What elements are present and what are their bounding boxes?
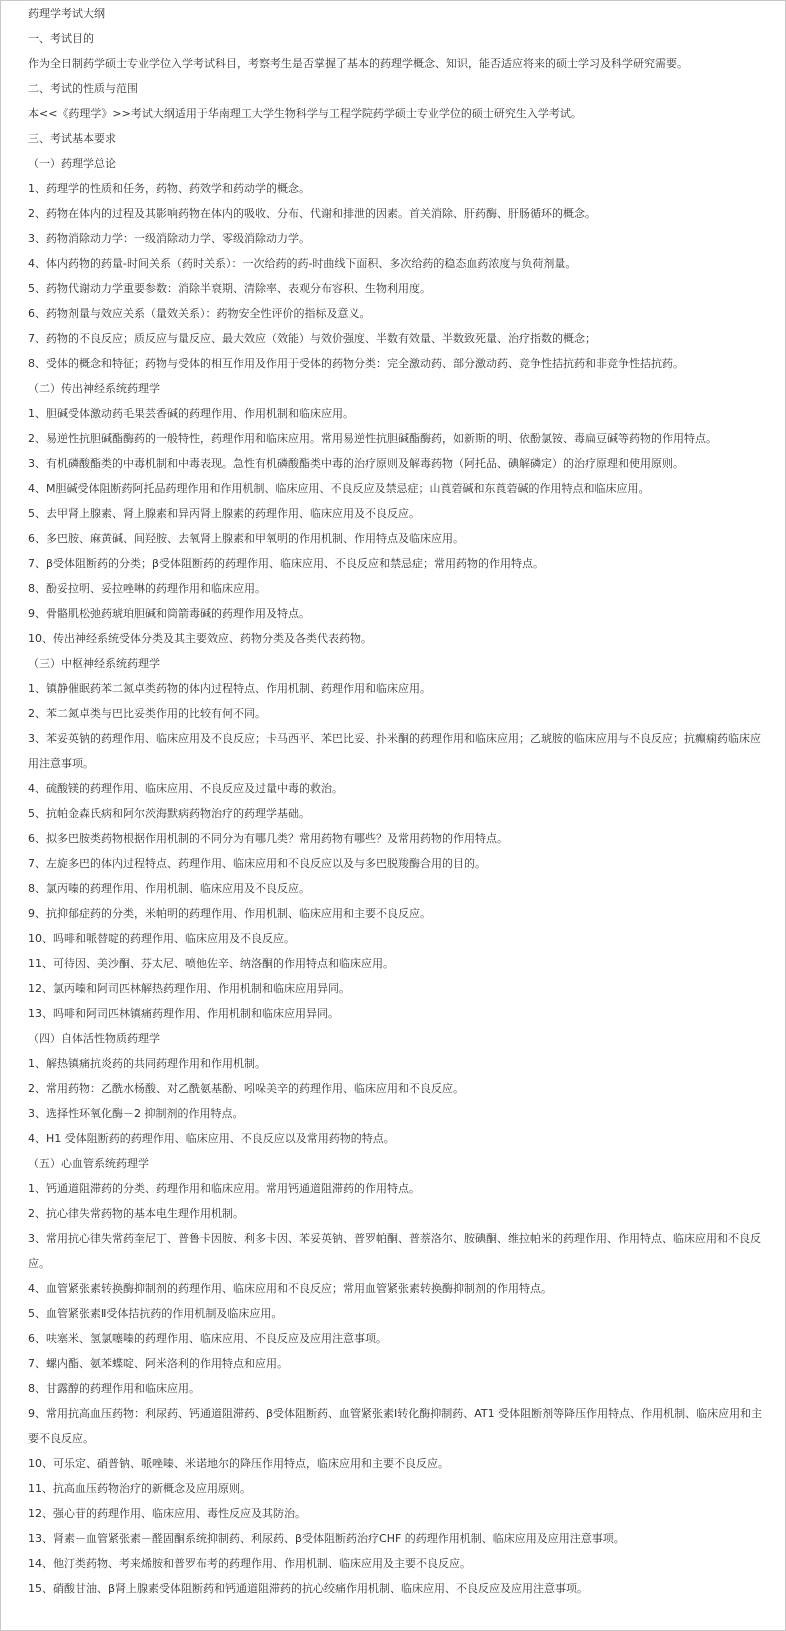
list-item: 10、传出神经系统受体分类及其主要效应、药物分类及各类代表药物。 — [28, 632, 372, 645]
list-item: 9、抗抑郁症药的分类，米帕明的药理作用、作用机制、临床应用和主要不良反应。 — [28, 907, 431, 920]
list-item: 3、选择性环氧化酶－2 抑制剂的作用特点。 — [28, 1107, 244, 1120]
list-item: 14、他汀类药物、考来烯胺和普罗布考的药理作用、作用机制、临床应用及主要不良反应。 — [28, 1557, 471, 1570]
subsection-heading: （二）传出神经系统药理学 — [28, 382, 160, 395]
list-item: 5、药物代谢动力学重要参数：消除半衰期、清除率、表观分布容积、生物利用度。 — [28, 282, 431, 295]
list-item: 2、抗心律失常药物的基本电生理作用机制。 — [28, 1207, 244, 1220]
list-item: 9、常用抗高血压药物：利尿药、钙通道阻滞药、β受体阻断药、血管紧张素Ⅰ转化酶抑制药、AT1 受体阻断剂等降压作用特点、作用机制、临床应用和主要不良反应。 — [28, 1407, 763, 1445]
list-item: 5、去甲肾上腺素、肾上腺素和异丙肾上腺素的药理作用、临床应用及不良反应。 — [28, 507, 420, 520]
list-item: 1、解热镇痛抗炎药的共同药理作用和作用机制。 — [28, 1057, 266, 1070]
list-item: 13、吗啡和阿司匹林镇痛药理作用、作用机制和临床应用异同。 — [28, 1007, 339, 1020]
subsection-heading: （一）药理学总论 — [28, 157, 116, 170]
list-item: 11、抗高血压药物治疗的新概念及应用原则。 — [28, 1482, 251, 1495]
list-item: 1、药理学的性质和任务，药物、药效学和药动学的概念。 — [28, 182, 310, 195]
list-item: 6、多巴胺、麻黄碱、间羟胺、去氧肾上腺素和甲氧明的作用机制、作用特点及临床应用。 — [28, 532, 464, 545]
list-item: 13、肾素－血管紧张素－醛固酮系统抑制药、利尿药、β受体阻断药治疗CHF 的药理作用机制、临床应用及应用注意事项。 — [28, 1532, 625, 1545]
list-item: 5、抗帕金森氏病和阿尔茨海默病药物治疗的药理学基础。 — [28, 807, 310, 820]
list-item: 10、吗啡和哌替啶的药理作用、临床应用及不良反应。 — [28, 932, 295, 945]
list-item: 2、苯二氮卓类与巴比妥类作用的比较有何不同。 — [28, 707, 266, 720]
list-item: 12、强心苷的药理作用、临床应用、毒性反应及其防治。 — [28, 1507, 306, 1520]
list-item: 3、常用抗心律失常药奎尼丁、普鲁卡因胺、利多卡因、苯妥英钠、普罗帕酮、普萘洛尔、胺碘酮、维拉帕米的药理作用、作用特点、临床应用和不良反应。 — [28, 1232, 761, 1270]
list-item: 4、体内药物的药量-时间关系（药时关系）：一次给药的药-时曲线下面积、多次给药的稳态血药浓度与负荷剂量。 — [28, 257, 577, 270]
list-item: 10、可乐定、硝普钠、哌唑嗪、米诺地尔的降压作用特点，临床应用和主要不良反应。 — [28, 1457, 449, 1470]
list-item: 11、可待因、美沙酮、芬太尼、喷他佐辛、纳洛酮的作用特点和临床应用。 — [28, 957, 394, 970]
list-item: 12、氯丙嗪和阿司匹林解热药理作用、作用机制和临床应用异同。 — [28, 982, 350, 995]
list-item: 8、氯丙嗪的药理作用、作用机制、临床应用及不良反应。 — [28, 882, 310, 895]
list-item: 5、血管紧张素Ⅱ受体拮抗药的作用机制及临床应用。 — [28, 1307, 283, 1320]
list-item: 7、药物的不良反应；质反应与量反应、最大效应（效能）与效价强度、半数有效量、半数致死量、治疗指数的概念； — [28, 332, 596, 345]
list-item: 7、左旋多巴的体内过程特点、药理作用、临床应用和不良反应以及与多巴脱羧酶合用的目的。 — [28, 857, 486, 870]
list-item: 15、硝酸甘油、β肾上腺素受体阻断药和钙通道阻滞药的抗心绞痛作用机制、临床应用、不良反应及应用注意事项。 — [28, 1582, 589, 1595]
list-item: 8、受体的概念和特征；药物与受体的相互作用及作用于受体的药物分类：完全激动药、部分激动药、竞争性拮抗药和非竞争性拮抗药。 — [28, 357, 684, 370]
list-item: 7、螺内酯、氨苯蝶啶、阿米洛利的作用特点和应用。 — [28, 1357, 288, 1370]
subsection-heading: （四）自体活性物质药理学 — [28, 1032, 160, 1045]
list-item: 4、M胆碱受体阻断药阿托品药理作用和作用机制、临床应用、不良反应及禁忌症；山莨菪碱和东莨菪碱的作用特点和临床应用。 — [28, 482, 650, 495]
list-item: 6、药物剂量与效应关系（量效关系）：药物安全性评价的指标及意义。 — [28, 307, 371, 320]
section-heading: 一、考试目的 — [28, 32, 94, 45]
list-item: 6、呋塞米、氢氯噻嗪的药理作用、临床应用、不良反应及应用注意事项。 — [28, 1332, 387, 1345]
list-item: 9、骨骼肌松弛药琥珀胆碱和筒箭毒碱的药理作用及特点。 — [28, 607, 310, 620]
list-item: 1、钙通道阻滞药的分类、药理作用和临床应用。常用钙通道阻滞药的作用特点。 — [28, 1182, 420, 1195]
list-item: 2、易逆性抗胆碱酯酶药的一般特性，药理作用和临床应用。常用易逆性抗胆碱酯酶药，如新斯的明、依酚氯铵、毒扁豆碱等药物的作用特点。 — [28, 432, 717, 445]
list-item: 3、苯妥英钠的药理作用、临床应用及不良反应；卡马西平、苯巴比妥、扑米酮的药理作用和临床应用；乙琥胺的临床应用与不良反应；抗癫痫药临床应用注意事项。 — [28, 732, 761, 770]
list-item: 6、拟多巴胺类药物根据作用机制的不同分为有哪几类？常用药物有哪些？及常用药物的作用特点。 — [28, 832, 508, 845]
section-heading: 二、考试的性质与范围 — [28, 82, 138, 95]
paragraph: 本<<《药理学》>>考试大纲适用于华南理工大学生物科学与工程学院药学硕士专业学位的硕士研究生入学考试。 — [28, 107, 582, 120]
subsection-heading: （三）中枢神经系统药理学 — [28, 657, 160, 670]
list-item: 1、镇静催眠药苯二氮卓类药物的体内过程特点、作用机制、药理作用和临床应用。 — [28, 682, 431, 695]
paragraph: 作为全日制药学硕士专业学位入学考试科目，考察考生是否掌握了基本的药理学概念、知识，能否适应将来的硕士学习及科学研究需要。 — [28, 57, 688, 70]
list-item: 1、胆碱受体激动药毛果芸香碱的药理作用、作用机制和临床应用。 — [28, 407, 354, 420]
section-heading: 三、考试基本要求 — [28, 132, 116, 145]
list-item: 3、药物消除动力学：一级消除动力学、零级消除动力学。 — [28, 232, 310, 245]
list-item: 4、H1 受体阻断药的药理作用、临床应用、不良反应以及常用药物的特点。 — [28, 1132, 395, 1145]
list-item: 4、血管紧张素转换酶抑制剂的药理作用、临床应用和不良反应；常用血管紧张素转换酶抑制剂的作用特点。 — [28, 1282, 552, 1295]
list-item: 2、常用药物：乙酰水杨酸、对乙酰氨基酚、吲哚美辛的药理作用、临床应用和不良反应。 — [28, 1082, 464, 1095]
list-item: 7、β受体阻断药的分类；β受体阻断药的药理作用、临床应用、不良反应和禁忌症；常用药物的作用特点。 — [28, 557, 545, 570]
list-item: 8、甘露醇的药理作用和临床应用。 — [28, 1382, 200, 1395]
list-item: 3、有机磷酸酯类的中毒机制和中毒表现。急性有机磷酸酯类中毒的治疗原则及解毒药物（阿托品、碘解磷定）的治疗原理和使用原则。 — [28, 457, 684, 470]
list-item: 4、硫酸镁的药理作用、临床应用、不良反应及过量中毒的救治。 — [28, 782, 343, 795]
list-item: 8、酚妥拉明、妥拉唑啉的药理作用和临床应用。 — [28, 582, 266, 595]
document-title: 药理学考试大纲 — [28, 7, 105, 20]
list-item: 2、药物在体内的过程及其影响药物在体内的吸收、分布、代谢和排泄的因素。首关消除、肝药酶、肝肠循环的概念。 — [28, 207, 596, 220]
subsection-heading: （五）心血管系统药理学 — [28, 1157, 149, 1170]
